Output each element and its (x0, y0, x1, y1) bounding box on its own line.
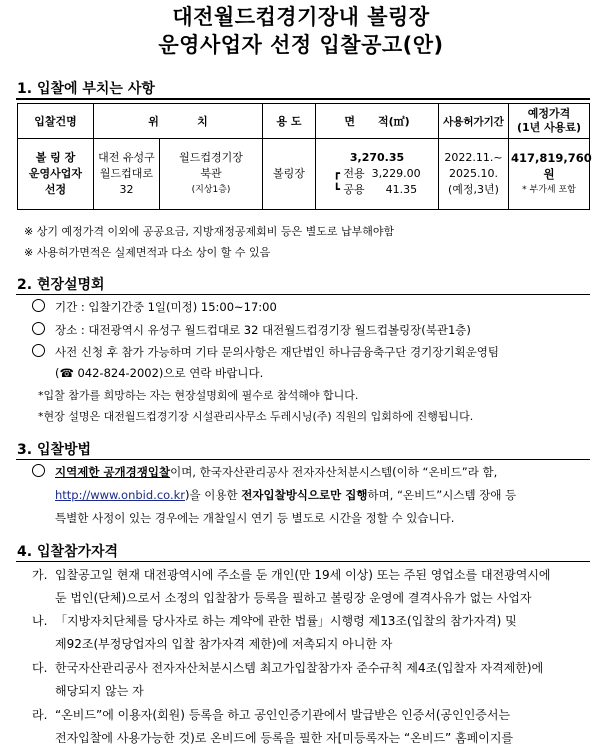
section-2-rule (16, 294, 590, 295)
cell-address (94, 139, 160, 210)
header-use: 용 도 (263, 104, 316, 139)
area-total: 3,270.35 (349, 151, 405, 164)
circle-bullet-icon (32, 344, 45, 357)
bid-method-type: 지역제한 공개경쟁입찰 (55, 465, 171, 479)
section-1-note: ※ 상기 예정가격 이외에 공공요금, 지방재정공제회비 등은 별도로 납부해야함 (24, 225, 395, 238)
period-line: (예정,3년) (448, 183, 499, 196)
section-2-note: *현장 설명은 대전월드컵경기장 시설관리사무소 두레시닝(주) 직원의 입회하에 진행됩니다. (38, 410, 474, 423)
building-line: 월드컵경기장 (179, 151, 243, 164)
document-title-line1: 대전월드컵경기장내 볼링장 (172, 5, 430, 29)
bid-method-line-2 (55, 487, 516, 503)
bid-name-line: 운영사업자 (28, 167, 83, 180)
address-line: 32 (119, 183, 134, 196)
bid-name-line: 볼 링 장 (35, 151, 76, 164)
list-item (32, 322, 471, 338)
cell-area (316, 139, 439, 210)
cell-building (160, 139, 263, 210)
cell-price (509, 139, 590, 210)
section-2-title: 현장설명회 (36, 277, 105, 293)
header-price-line1: 예정가격 (527, 107, 571, 120)
section-4-rule (16, 561, 590, 562)
phone-icon: (☎ (55, 366, 74, 380)
section-2-number: 2. (17, 277, 33, 293)
bid-method-line-1 (32, 464, 497, 480)
list-item-label: 가. (32, 568, 48, 582)
circle-bullet-icon (32, 322, 45, 335)
document-title-line2: 운영사업자 선정 입찰공고(안) (158, 33, 444, 57)
bid-method-text: 하며, “온비드”시스템 장애 등 (367, 488, 517, 502)
section-1-heading (17, 78, 155, 98)
header-bid-name: 입찰건명 (18, 104, 94, 139)
section-4-heading (17, 541, 118, 561)
contact-phone-line (55, 365, 263, 381)
table-row (18, 139, 590, 210)
list-item (32, 344, 499, 360)
section-3-rule (16, 459, 590, 460)
circle-bullet-icon (32, 299, 45, 312)
price-value: 417,819,760원 (511, 151, 592, 181)
list-item: 「지방자치단체를 당사자로 하는 계약에 관한 법률」시행령 제13조(입찰의 참가자격) 및 (55, 614, 517, 628)
bid-method-text: 이며, 한국자산관리공사 전자자산처분시스템(이하 “온비드”라 함, (170, 465, 498, 479)
list-item (32, 299, 277, 315)
list-item-continuation: 해당되지 않는 자 (55, 684, 144, 698)
contact-phone: 042-824-2002)으로 연락 바랍니다. (77, 366, 264, 380)
briefing-period: 기간 : 입찰기간중 1일(미정) 15:00~17:00 (55, 300, 277, 314)
table-header-row (18, 104, 590, 139)
cell-period (439, 139, 509, 210)
section-1-rule (16, 98, 590, 100)
address-line: 대전 유성구 (98, 151, 155, 164)
section-3-heading (17, 439, 91, 459)
section-1-title: 입찰에 부치는 사항 (36, 81, 155, 97)
bid-method-text: )을 이용한 (185, 488, 242, 502)
price-note: * 부가세 포함 (522, 185, 576, 195)
list-item-label: 나. (32, 614, 48, 628)
section-2-note: *입찰 참가를 희망하는 자는 현장설명회에 필수로 참석해야 합니다. (38, 389, 359, 402)
section-1-number: 1. (17, 81, 33, 97)
area-common: ┗ 공용 41.35 (333, 183, 418, 196)
section-3-number: 3. (17, 442, 33, 458)
header-period: 사용허가기간 (439, 104, 509, 139)
bid-items-table (17, 103, 590, 210)
address-line: 월드컵대로 (99, 167, 154, 180)
onbid-link[interactable]: http://www.onbid.co.kr (55, 488, 186, 502)
list-item-continuation: 둔 법인(단체)으로서 소정의 입찰참가 등록을 필하고 볼링장 운영에 결격사유가 없는 사업자 (55, 591, 532, 605)
section-2-heading (17, 274, 105, 294)
header-area: 면 적(㎡) (316, 104, 439, 139)
header-location: 위 치 (94, 104, 263, 139)
period-line: 2022.11.~ (444, 151, 503, 164)
cell-use: 볼링장 (263, 139, 316, 210)
list-item-label: 다. (32, 661, 48, 675)
building-line: 북관 (200, 167, 222, 180)
bid-method-line-3: 특별한 사정이 있는 경우에는 개찰일시 연기 등 별도로 시간을 정할 수 있습니다. (55, 511, 455, 525)
list-item-continuation: 제92조(부정당업자의 입찰 참가자격 제한)에 저촉되지 아니한 자 (55, 637, 393, 651)
circle-bullet-icon (32, 464, 45, 477)
section-3-title: 입찰방법 (36, 442, 92, 458)
list-item-label: 라. (32, 708, 48, 722)
header-price (509, 104, 590, 139)
bid-name-line: 선정 (44, 183, 67, 196)
list-item: 한국자산관리공사 전자자산처분시스템 최고가입찰참가자 준수규칙 제4조(입찰자 자격제한)에 (55, 661, 544, 675)
briefing-contact: 사전 신청 후 참가 가능하며 기타 문의사항은 재단법인 하나금융축구단 경기장기획운영팀 (55, 345, 499, 359)
list-item: 입찰공고일 현재 대전광역시에 주소를 둔 개인(만 19세 이상) 또는 주된 영업소를 대전광역시에 (55, 568, 551, 582)
section-4-title: 입찰참가자격 (36, 544, 119, 560)
list-item: “온비드”에 이용자(회원) 등록을 하고 공인인증기관에서 발급받은 인증서(공인인증서는 (55, 708, 511, 722)
header-price-line2: (1년 사용료) (516, 121, 582, 134)
period-line: 2025.10. (449, 167, 498, 180)
building-floor: (지상1층) (191, 185, 231, 195)
area-exclusive: ┏ 전용 3,229.00 (333, 167, 421, 180)
section-4-number: 4. (17, 544, 33, 560)
list-item-continuation: 전자입찰에 사용가능한 것)로 온비드에 등록을 필한 자[미등록자는 “온비드” 홈페이지를 (55, 731, 514, 745)
briefing-place: 장소 : 대전광역시 유성구 월드컵대로 32 대전월드컵경기장 월드컵볼링장(북관1층) (55, 323, 471, 337)
area-breakdown (333, 166, 420, 198)
cell-bid-name (18, 139, 94, 210)
section-1-note: ※ 사용허가면적은 실제면적과 다소 상이 할 수 있음 (24, 246, 271, 259)
bid-method-emphasis: 전자입찰방식으로만 집행 (241, 488, 368, 502)
